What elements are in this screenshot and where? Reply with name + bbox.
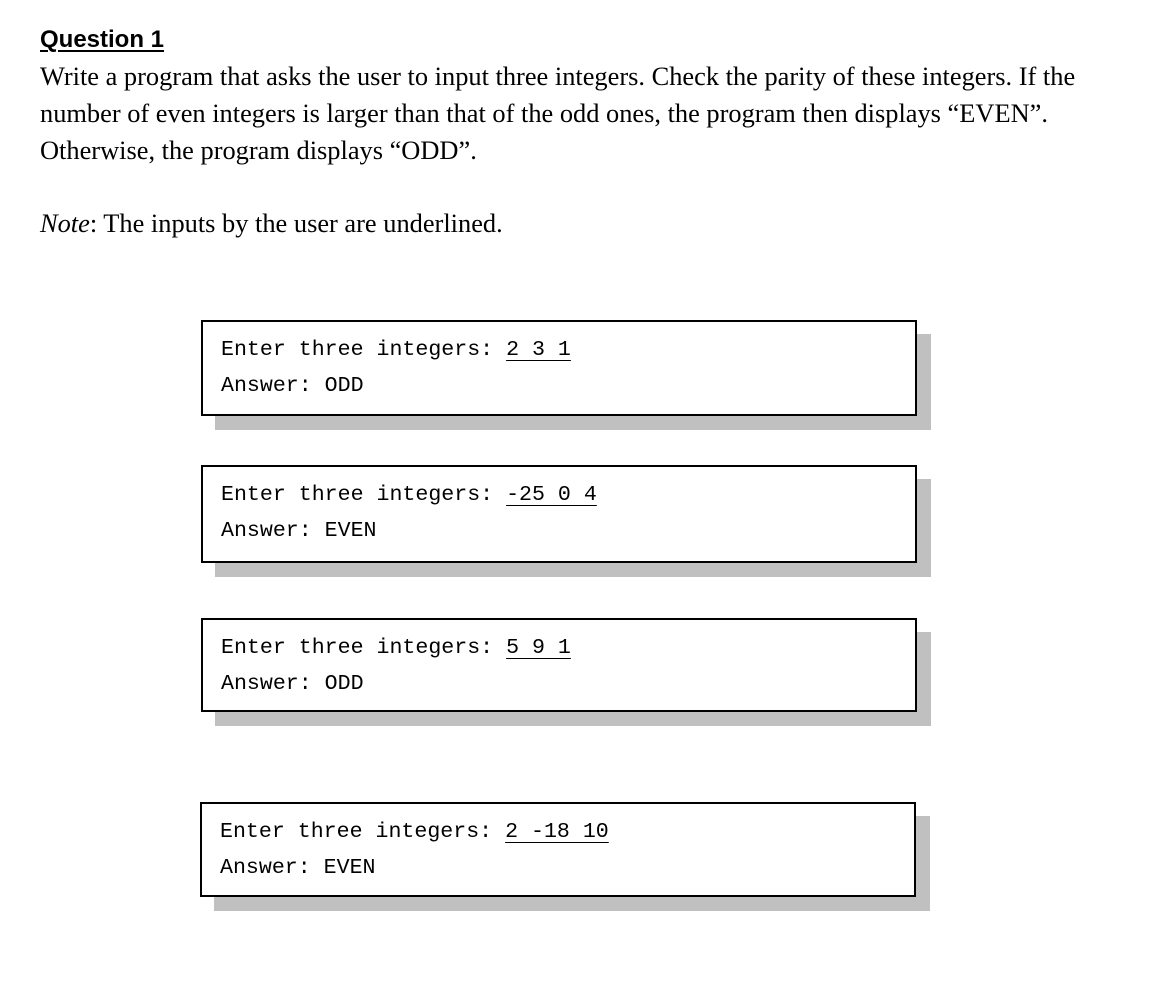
- example-console-4: [200, 802, 916, 897]
- prompt-line: [221, 332, 915, 368]
- question-heading: Question 1: [40, 26, 165, 53]
- prompt-line: [221, 630, 915, 666]
- answer-label: Answer:: [220, 856, 324, 880]
- answer-label: Answer:: [221, 672, 325, 696]
- answer-line: [221, 368, 915, 404]
- example-console-2: [201, 465, 917, 563]
- prompt-text: Enter three integers:: [221, 636, 507, 660]
- answer-line: [220, 850, 914, 886]
- answer-value: ODD: [324, 374, 364, 398]
- answer-value: EVEN: [324, 519, 377, 543]
- answer-label: Answer:: [221, 374, 325, 398]
- answer-label: Answer:: [221, 519, 325, 543]
- prompt-text: Enter three integers:: [221, 338, 507, 362]
- example-console-1: [201, 320, 917, 416]
- note-label: Note: [40, 208, 90, 238]
- note: [40, 205, 503, 242]
- user-input: 2 -18 10: [505, 820, 609, 844]
- note-text: : The inputs by the user are underlined.: [89, 208, 503, 238]
- prompt-line: [220, 814, 914, 850]
- user-input: -25 0 4: [506, 483, 597, 507]
- answer-line: [221, 666, 915, 702]
- example-console-3: [201, 618, 917, 712]
- answer-value: EVEN: [323, 856, 376, 880]
- question-text: Write a program that asks the user to input three integers. Check the parity of these integers. If the number of even integers is larger than that of the odd ones, the program then displays “EVEN”. Otherwise, the program displays “ODD”.: [40, 61, 1076, 165]
- answer-line: [221, 513, 915, 549]
- prompt-text: Enter three integers:: [220, 820, 506, 844]
- answer-value: ODD: [324, 672, 364, 696]
- user-input: 5 9 1: [506, 636, 571, 660]
- user-input: 2 3 1: [506, 338, 571, 362]
- prompt-line: [221, 477, 915, 513]
- prompt-text: Enter three integers:: [221, 483, 507, 507]
